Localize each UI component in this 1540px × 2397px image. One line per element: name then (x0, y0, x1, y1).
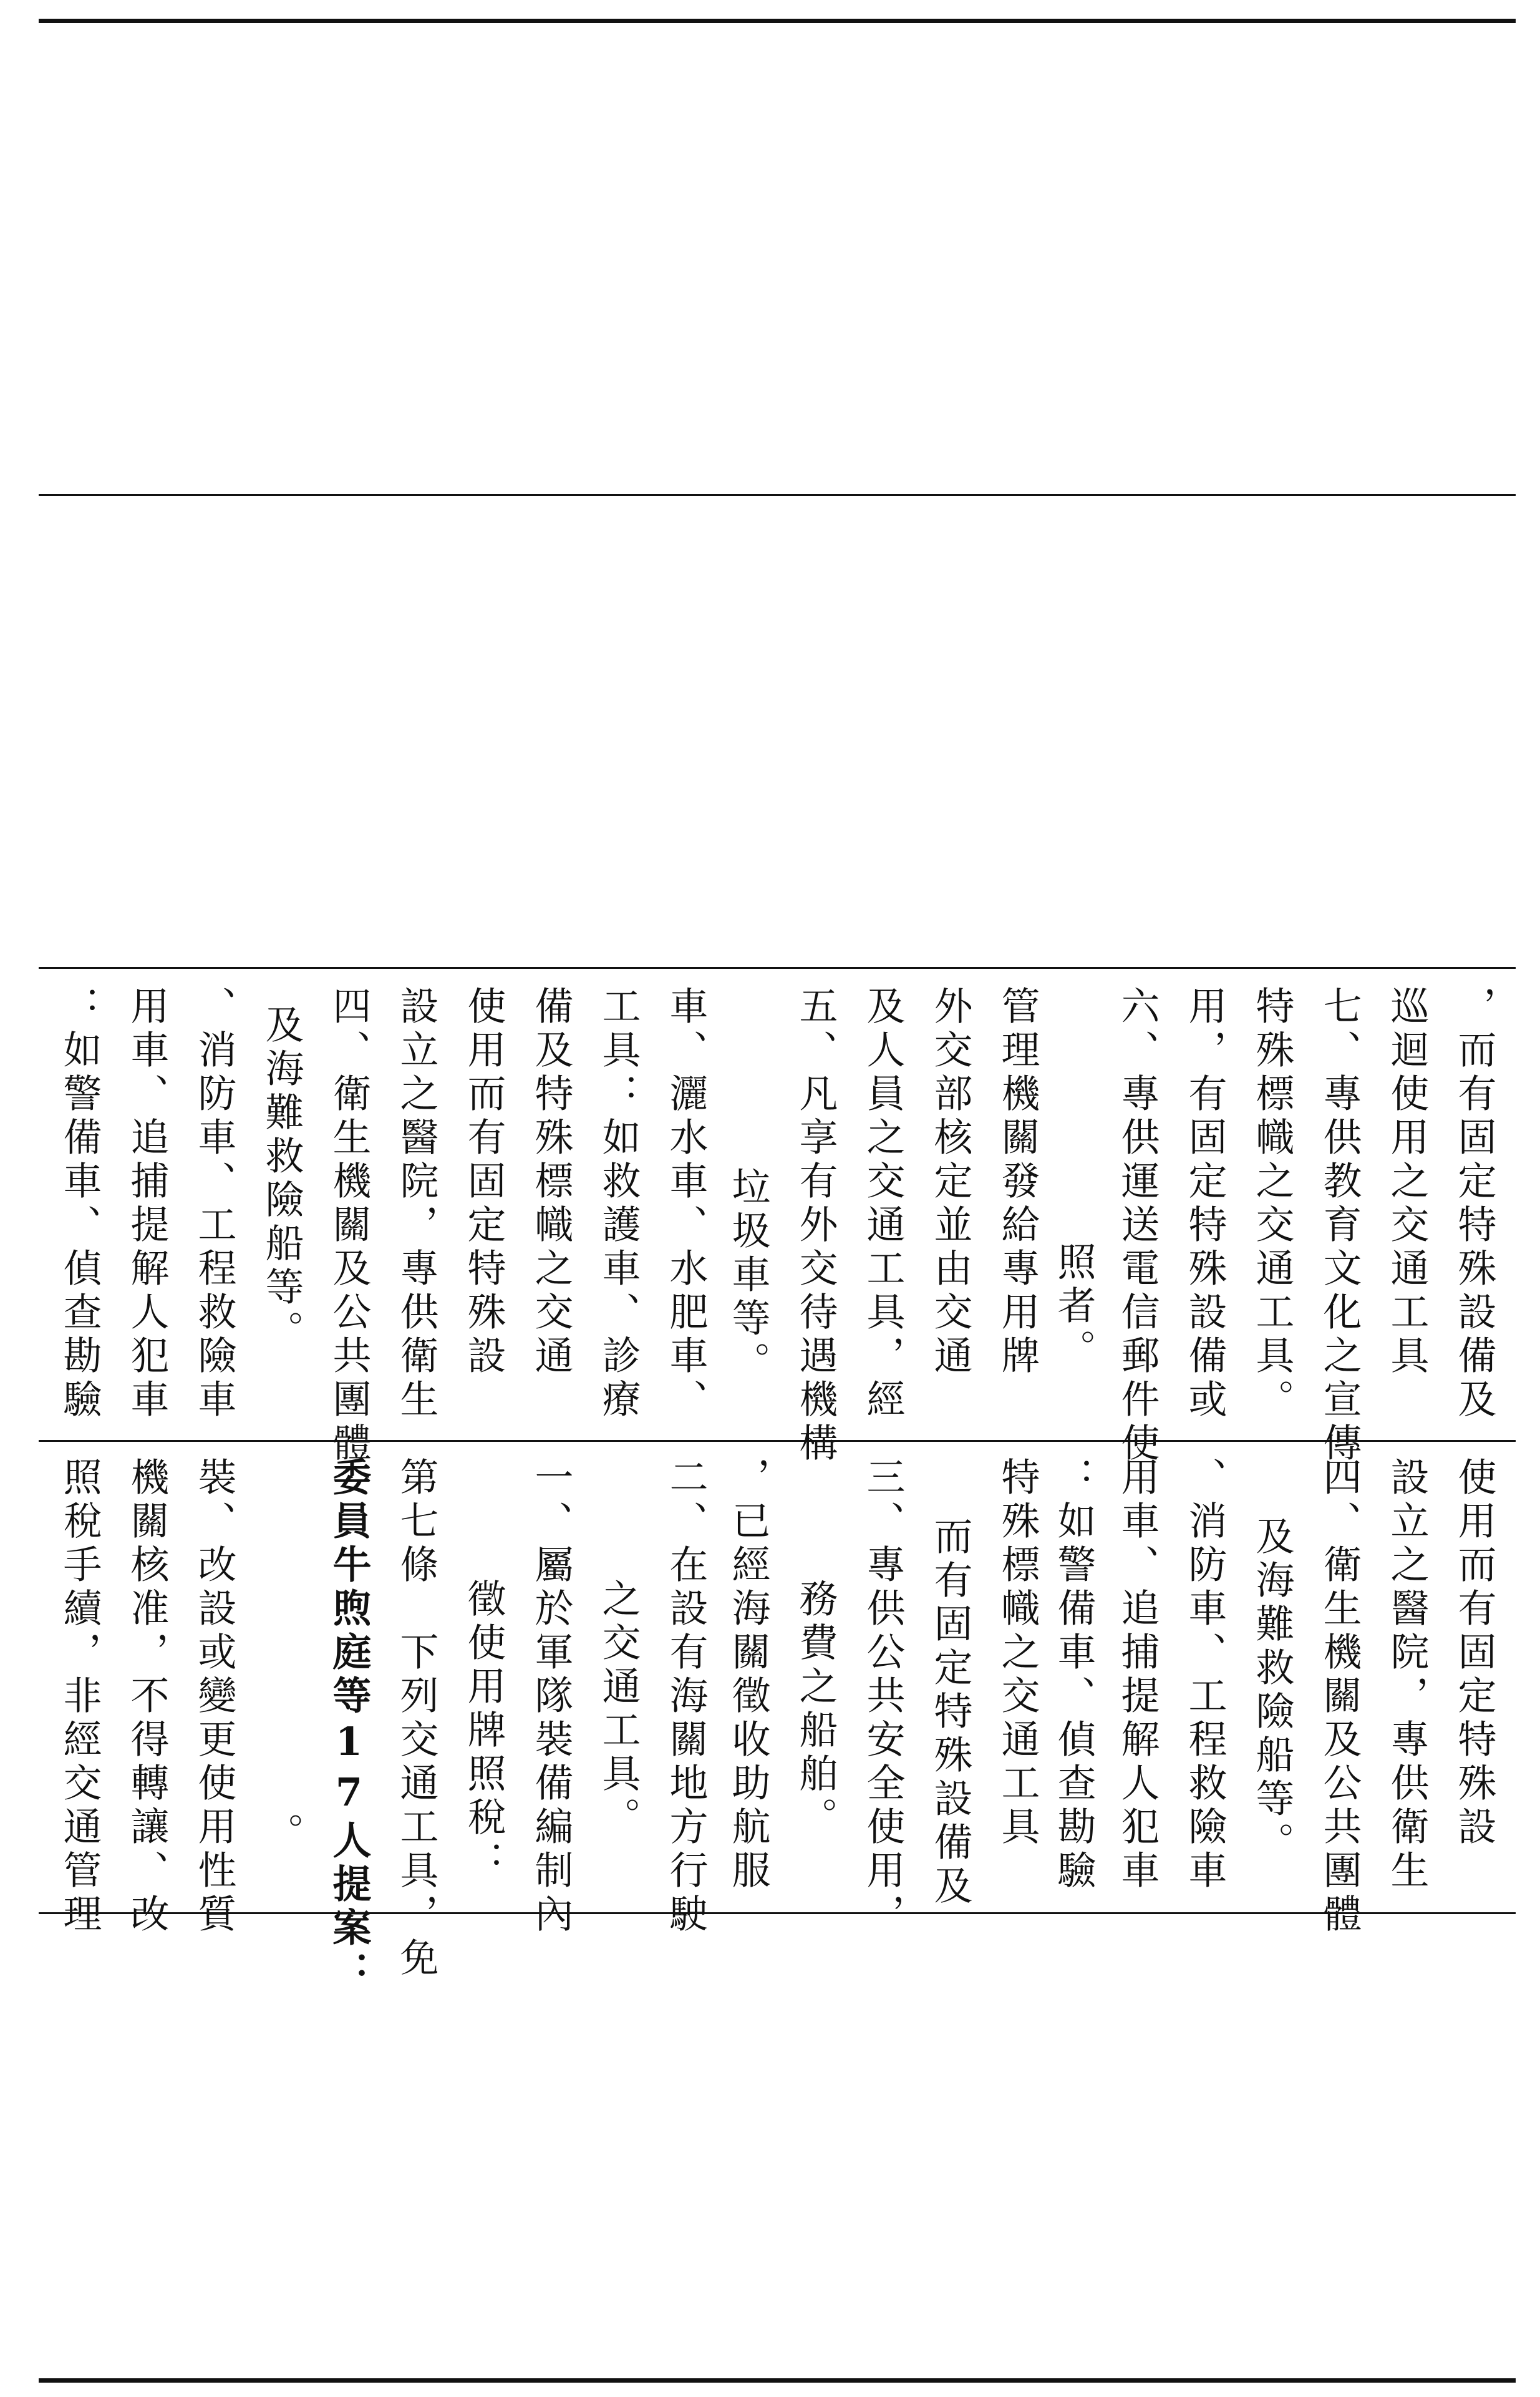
text-line: 機關核准，不得轉讓、改 (124, 1457, 170, 1937)
text-line: 裝、改設或變更使用性質 (191, 1457, 237, 1937)
text-line: ，已經海關徵收助航服 (725, 1457, 771, 1894)
text-line: 七、專供教育文化之宣傳 (1317, 986, 1362, 1466)
table-divider-middle (39, 967, 1516, 969)
text-line: 巡迴使用之交通工具 (1384, 986, 1430, 1379)
text-line: 一、屬於軍隊裝備編制內 (528, 1457, 574, 1937)
text-line: 二、在設有海關地方行駛 (663, 1457, 709, 1937)
table-divider-lower (39, 1440, 1516, 1442)
text-line: 之交通工具。 (596, 1578, 641, 1840)
text-line: 設立之醫院，專供衛生 (1384, 1457, 1430, 1894)
text-line: ：如警備車、偵查勘驗 (1051, 1457, 1097, 1894)
text-line: 用車、追捕提解人犯車 (124, 986, 170, 1422)
text-line: 使用而有固定特殊設 (1451, 1457, 1497, 1850)
text-line: ，而有固定特殊設備及 (1451, 986, 1497, 1422)
text-line: 備及特殊標幟之交通 (528, 986, 574, 1379)
text-line: ：如警備車、偵查勘驗 (57, 986, 102, 1422)
text-line: 徵使用牌照稅： (461, 1578, 506, 1884)
text-line: 五、凡享有外交待遇機構 (793, 986, 838, 1466)
text-line: 設立之醫院，專供衛生 (394, 986, 439, 1422)
text-line: 垃圾車等。 (725, 1167, 771, 1385)
text-line: 、消防車、工程救險車 (1182, 1457, 1228, 1894)
table-divider-bottom (39, 1912, 1516, 1914)
text-line: 。 (259, 1812, 304, 1856)
text-line: 照稅手續，非經交通管理 (57, 1457, 102, 1937)
table-divider-upper (39, 494, 1516, 496)
text-line: 照者。 (1051, 1242, 1097, 1373)
text-line: 三、專供公共安全使用， (860, 1457, 906, 1937)
text-line: 特殊標幟之交通工具。 (1249, 986, 1295, 1422)
bottom-border-rule (39, 2378, 1516, 2383)
text-line: 及人員之交通工具，經 (860, 986, 906, 1422)
text-line: 工具：如救護車、診療 (596, 986, 641, 1422)
text-line: 使用而有固定特殊設 (461, 986, 506, 1379)
text-line: 務費之船舶。 (793, 1578, 838, 1840)
top-border-rule (39, 19, 1516, 23)
text-line: 車、灑水車、水肥車、 (663, 986, 709, 1422)
text-line: 、消防車、工程救險車 (191, 986, 237, 1422)
text-line: 六、專供運送電信郵件使 (1115, 986, 1160, 1466)
text-line: 及海難救險船等。 (259, 1004, 304, 1354)
text-line: 四、衛生機關及公共團體 (326, 986, 372, 1466)
text-line: 特殊標幟之交通工具 (995, 1457, 1040, 1850)
text-line: 而有固定特殊設備及 (927, 1516, 973, 1909)
text-line: 用車、追捕提解人犯車 (1115, 1457, 1160, 1894)
text-line: 及海難救險船等。 (1249, 1516, 1295, 1865)
text-line: 管理機關發給專用牌 (995, 986, 1040, 1379)
proposal-heading: 委員牛煦庭等17人提案： (326, 1457, 372, 1995)
text-line: 外交部核定並由交通 (927, 986, 973, 1379)
text-line: 用，有固定特殊設備或 (1182, 986, 1228, 1422)
text-line: 四、衛生機關及公共團體 (1317, 1457, 1362, 1937)
article-title: 第七條 下列交通工具，免 (394, 1457, 439, 1981)
